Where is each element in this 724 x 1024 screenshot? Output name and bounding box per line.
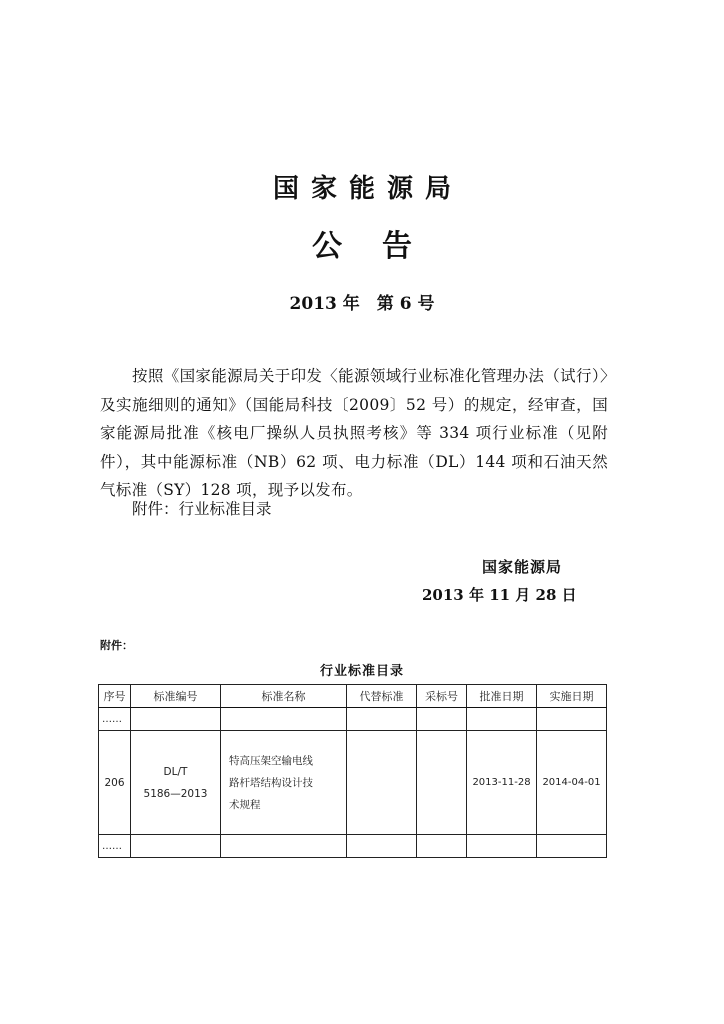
body-paragraph [100, 362, 608, 505]
table-row [99, 731, 607, 835]
cell-code-line1: DL/T [163, 765, 188, 778]
cell-approved: 2013-11-28 [467, 731, 537, 835]
cell-adopted [417, 731, 467, 835]
agency-title: 国家能源局 [272, 174, 463, 204]
table-row-ellipsis-top [99, 708, 607, 731]
ellipsis-cell: …… [99, 835, 131, 858]
signature-date: 2013 年 11 月 28 日 [422, 586, 577, 604]
ellipsis-cell: …… [99, 708, 131, 731]
table-row-ellipsis-bottom [99, 835, 607, 858]
cell-name-line2: 路杆塔结构设计技 [229, 776, 313, 789]
cell-name [221, 731, 347, 835]
cell-code [131, 731, 221, 835]
cell-effective: 2014-04-01 [537, 731, 607, 835]
col-code: 标准编号 [131, 685, 221, 708]
col-seq: 序号 [99, 685, 131, 708]
signature-org: 国家能源局 [482, 558, 563, 576]
col-replaces: 代替标准 [347, 685, 417, 708]
cell-replaces [347, 731, 417, 835]
cell-name-line3: 术规程 [229, 798, 261, 811]
table-header-row [99, 685, 607, 708]
col-approved: 批准日期 [467, 685, 537, 708]
body-paragraph-text: 按照《国家能源局关于印发〈能源领域行业标准化管理办法（试行）〉及实施细则的通知》（国能局科技〔2009〕52 号）的规定，经审查，国家能源局批准《核电厂操纵人员执照考核》等 334 项行业标准（见附件），其中能源标准（NB）62 项、电力标准（DL）144 项和石油天然气标准（SY）128 项，现予以发布。 [100, 367, 608, 499]
col-effective: 实施日期 [537, 685, 607, 708]
col-adopted: 采标号 [417, 685, 467, 708]
col-name: 标准名称 [221, 685, 347, 708]
announcement-number: 2013 年 第 6 号 [289, 294, 435, 314]
cell-code-line2: 5186—2013 [143, 787, 208, 800]
doc-type-title: 公告 [312, 229, 452, 264]
attachment-label: 附件： [100, 639, 133, 652]
cell-name-line1: 特高压架空输电线 [229, 754, 313, 767]
attachment-reference: 附件：行业标准目录 [132, 500, 272, 518]
catalog-title: 行业标准目录 [319, 664, 404, 679]
cell-seq: 206 [99, 731, 131, 835]
standards-table [98, 684, 607, 858]
